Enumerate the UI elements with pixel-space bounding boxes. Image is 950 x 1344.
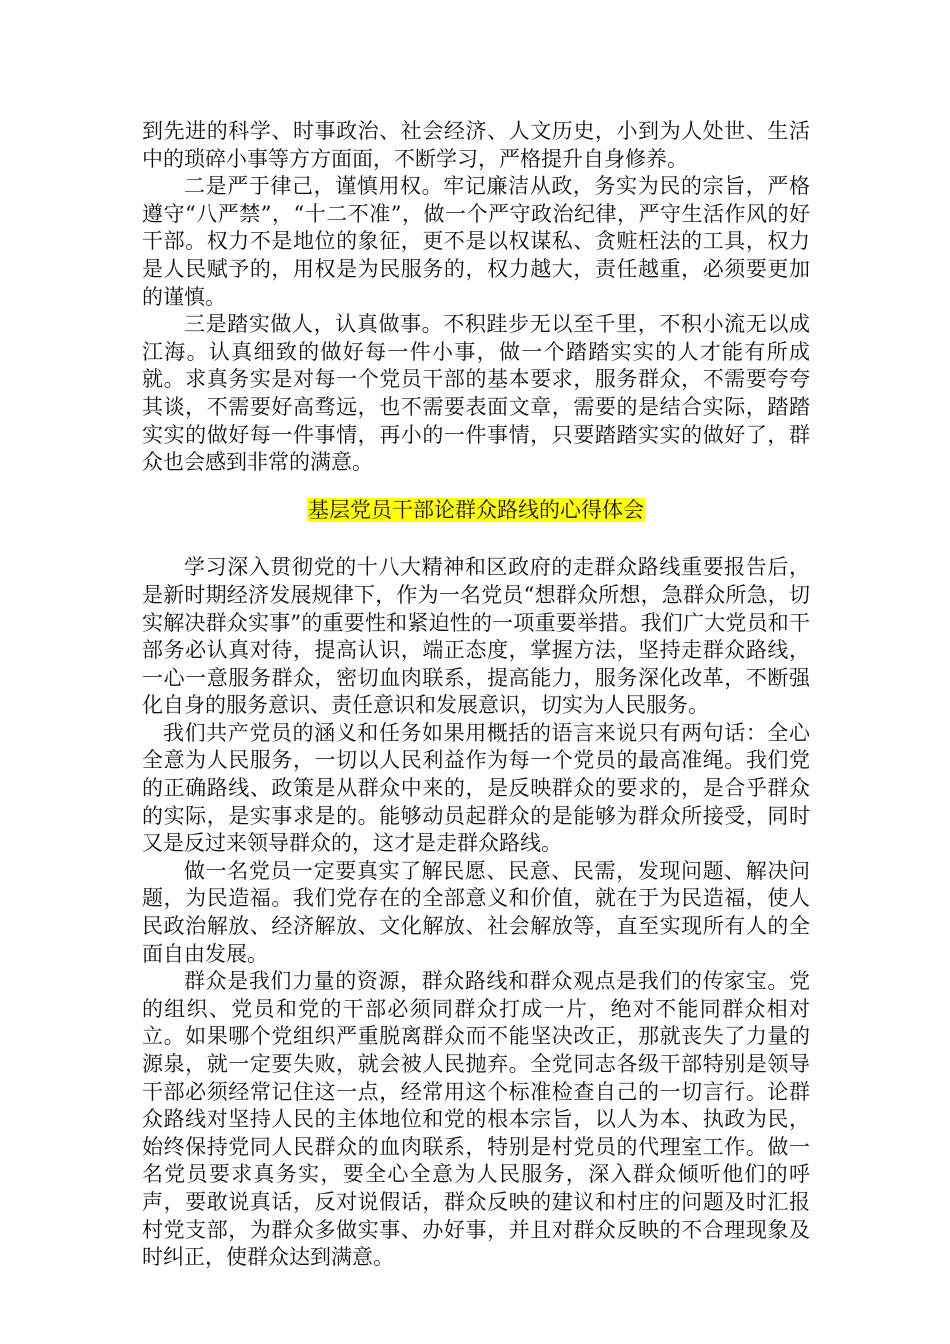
paragraph-intro: 学习深入贯彻党的十八大精神和区政府的走群众路线重要报告后，是新时期经济发展规律下，作为一名党员“想群众所想，急群众所急，切实解决群众实事”的重要性和紧迫性的一项重要举措。我们广大党员和干部务必认真对待，提高认识，端正态度，掌握方法，坚持走群众路线，一心一意服务群众，密切血肉联系，提高能力，服务深化改革，不断强化自身的服务意识、责任意识和发展意识，切实为人民服务。 [142,555,810,718]
section-title-wrap [142,497,810,525]
paragraph-continuation: 到先进的科学、时事政治、社会经济、人文历史，小到为人处世、生活中的琐碎小事等方方面面，不断学习，严格提升自身修养。 [142,119,810,171]
paragraph-point-three: 三是踏实做人，认真做事。不积跬步无以至千里，不积小流无以成江海。认真细致的做好每一件小事，做一个踏踏实实的人才能有所成就。求真务实是对每一个党员干部的基本要求，服务群众，不需要夸夸其谈，不需要好高骛远，也不需要表面文章，需要的是结合实际，踏踏实实的做好每一件事情，再小的一件事情，只要踏踏实实的做好了，群众也会感到非常的满意。 [142,312,810,475]
paragraph-point-two: 二是严于律己，谨慎用权。牢记廉洁从政，务实为民的宗旨，严格遵守“八严禁”，“十二不准”，做一个严守政治纪律，严守生活作风的好干部。权力不是地位的象征，更不是以权谋私、贪赃枉法的工具，权力是人民赋予的，用权是为民服务的，权力越大，责任越重，必须要更加的谨慎。 [142,174,810,309]
paragraph-masses-source: 群众是我们力量的资源，群众路线和群众观点是我们的传家宝。党的组织、党员和党的干部必须同群众打成一片，绝对不能同群众相对立。如果哪个党组织严重脱离群众而不能坚决改正，那就丧失了力量的源泉，就一定要失败，就会被人民抛弃。全党同志各级干部特别是领导干部必须经常记住这一点，经常用这个标准检查自己的一切言行。论群众路线对坚持人民的主体地位和党的根本宗旨，以人为本、执政为民，始终保持党同人民群众的血肉联系，特别是村党员的代理室工作。做一名党员要求真务实，要全心全意为人民服务，深入群众倾听他们的呼声，要敢说真话，反对说假话，群众反映的建议和村庄的问题及时汇报村党支部，为群众多做实事、办好事，并且对群众反映的不合理现象及时纠正，使群众达到满意。 [142,969,810,1270]
paragraph-party-members: 我们共产党员的涵义和任务如果用概括的语言来说只有两句话：全心全意为人民服务，一切以人民利益作为每一个党员的最高准绳。我们党的正确路线、政策是从群众中来的，是反映群众的要求的，是合乎群众的实际，是实事求是的。能够动员起群众的是能够为群众所接受，同时又是反过来领导群众的，这才是走群众路线。 [142,720,810,856]
document-page [142,118,810,1272]
paragraph-understand-people: 做一名党员一定要真实了解民愿、民意、民需，发现问题、解决问题，为民造福。我们党存在的全部意义和价值，就在于为民造福，使人民政治解放、经济解放、文化解放、社会解放等，直至实现所有人的全面自由发展。 [142,858,810,966]
section-title: 基层党员干部论群众路线的心得体会 [308,497,644,522]
